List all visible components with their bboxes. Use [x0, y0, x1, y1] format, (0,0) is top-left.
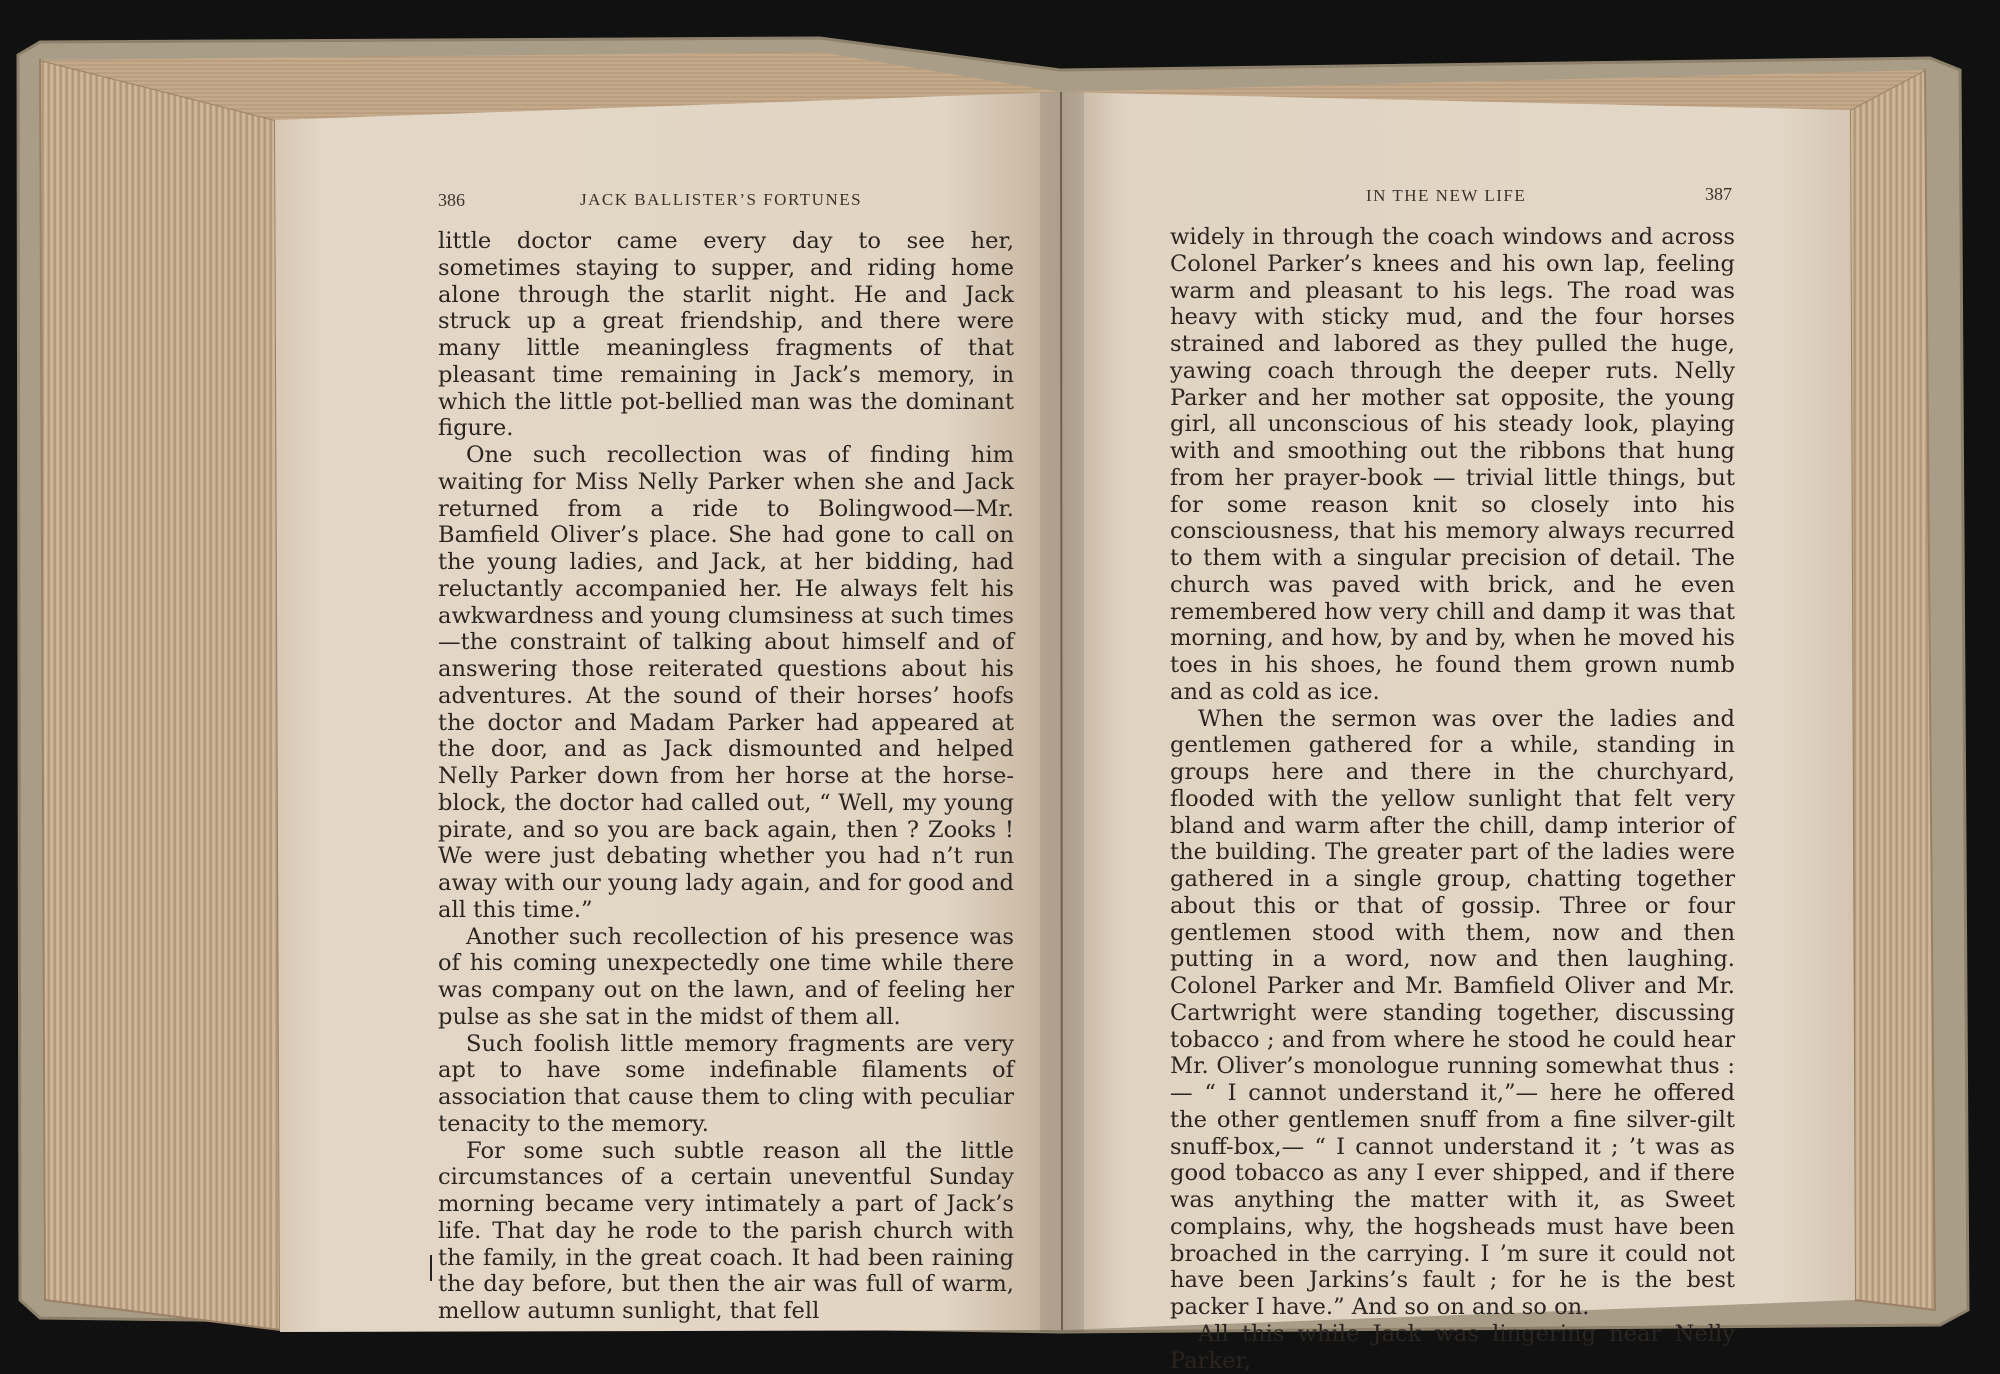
right-page-number: 387 — [1705, 184, 1732, 204]
left-page-body — [438, 228, 1014, 1325]
left-page-number: 386 — [438, 190, 465, 210]
left-running-head: JACK BALLISTER’S FORTUNES — [580, 190, 863, 209]
right-page-body — [1170, 224, 1735, 1374]
left-paragraph-1: little doctor came every day to see her, sometimes staying to supper, and riding home alone through the starlit night. He and Jack struck up a great friendship, and there were many little meaningless fragments of that pleasant time remaining in Jack’s memory, in which the little pot-bellied man was the dominant figure. — [438, 228, 1014, 442]
left-paragraph-5: For some such subtle reason all the little circumstances of a certain uneventful Sunday morning became very intimately a part of Jack’s life. That day he rode to the parish church with the family, in the great coach. It had been raining the day before, but then the air was full of warm, mellow autumn sunlight, that fell — [438, 1137, 1014, 1324]
pencil-mark — [430, 1255, 432, 1281]
right-running-head: IN THE NEW LIFE — [1366, 186, 1527, 205]
right-paragraph-2: When the sermon was over the ladies and gentlemen gathered for a while, standing in groups here and there in the churchyard, flooded with the yellow sunlight that felt very bland and warm after the chill, damp interior of the building. The greater part of the ladies were gathered in a single group, chatting together about this or that of gossip. Three or four gentlemen stood with them, now and then putting in a word, now and then laughing. Colonel Parker and Mr. Bamfield Oliver and Mr. Cartwright were standing together, discussing tobacco ; and from where he stood he could hear Mr. Oliver’s monologue running somewhat thus : — “ I cannot understand it,”— here he offered the other gentlemen snuff from a fine silver-gilt snuff-box,— “ I cannot understand it ; ’t was as good tobacco as any I ever shipped, and if there was anything the matter with it, as Sweet complains, why, the hogsheads must have been broached in the carrying. I ’m sure it could not have been Jarkins’s fault ; for he is the best packer I have.” And so on and so on. — [1170, 705, 1735, 1320]
left-paragraph-4: Such foolish little memory fragments are very apt to have some indefinable filaments of association that cause them to cling with peculiar tenacity to the memory. — [438, 1030, 1014, 1137]
left-paragraph-2: One such recollection was of finding him waiting for Miss Nelly Parker when she and Jack returned from a ride to Bolingwood—Mr. Bamfield Oliver’s place. She had gone to call on the young ladies, and Jack, at her bidding, had reluctantly accompanied her. He always felt his awkwardness and young clumsiness at such times—the constraint of talking about himself and of answering those reiterated questions about his adventures. At the sound of their horses’ hoofs the doctor and Madam Parker had appeared at the door, and as Jack dismounted and helped Nelly Parker down from her horse at the horse-block, the doctor had called out, “ Well, my young pirate, and so you are back again, then ? Zooks ! We were just debating whether you had n’t run away with our young lady again, and for good and all this time.” — [438, 442, 1014, 923]
right-paragraph-1: widely in through the coach windows and across Colonel Parker’s knees and his own lap, feeling warm and pleasant to his legs. The road was heavy with sticky mud, and the four horses strained and labored as they pulled the huge, yawing coach through the deeper ruts. Nelly Parker and her mother sat opposite, the young girl, all unconscious of his steady look, playing with and smoothing out the ribbons that hung from her prayer-book — trivial little things, but for some reason knit so closely into his consciousness, that his memory always recurred to them with a singular precision of detail. The church was paved with brick, and he even remembered how very chill and damp it was that morning, and how, by and by, when he moved his toes in his shoes, he found them grown numb and as cold as ice. — [1170, 224, 1735, 705]
left-paragraph-3: Another such recollection of his presence was of his coming unexpectedly one time while there was company out on the lawn, and of feeling her pulse as she sat in the midst of them all. — [438, 923, 1014, 1030]
right-paragraph-3: All this while Jack was lingering near Nelly Parker, — [1170, 1320, 1735, 1374]
